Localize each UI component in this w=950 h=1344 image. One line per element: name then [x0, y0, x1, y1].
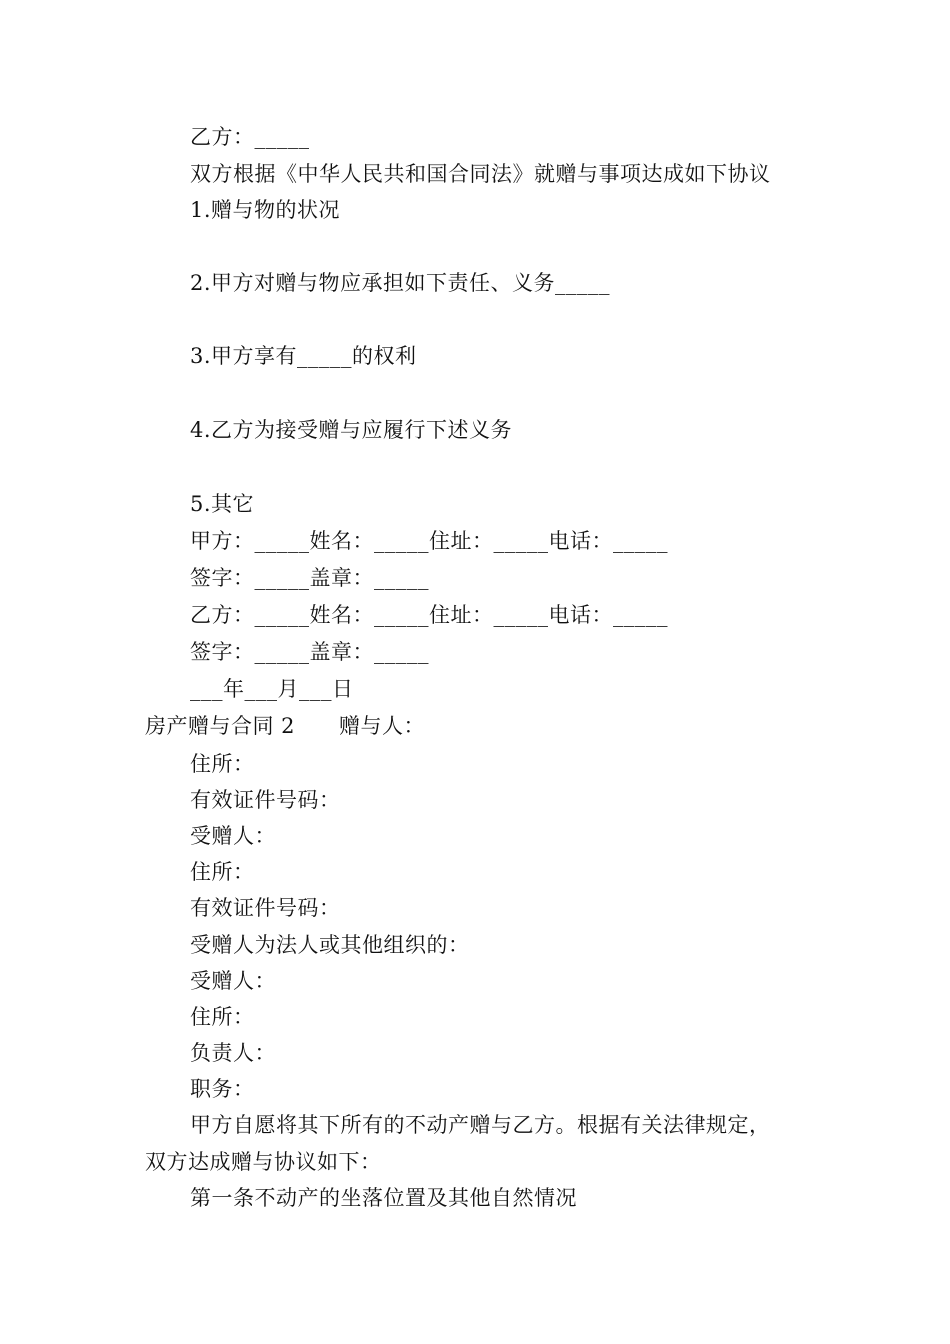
donee-id-number: 有效证件号码： [190, 896, 341, 920]
clause-2: 2.甲方对赠与物应承担如下责任、义务_____ [190, 271, 611, 295]
party-b-signature: 签字：_____盖章：_____ [190, 640, 429, 664]
party-a-info: 甲方：_____姓名：_____住址：_____电话：_____ [190, 529, 668, 553]
date-line: ___年___月___日 [190, 677, 354, 701]
donee-organization-note: 受赠人为法人或其他组织的： [190, 933, 470, 957]
org-donee-label: 受赠人： [190, 969, 276, 993]
clause-1: 1.赠与物的状况 [190, 198, 341, 222]
party-b-line: 乙方：_____ [190, 125, 310, 149]
gift-declaration: 甲方自愿将其下所有的不动产赠与乙方。根据有关法律规定， [190, 1113, 771, 1137]
contract-2-heading [145, 712, 425, 740]
gift-declaration-continued: 双方达成赠与协议如下： [145, 1150, 382, 1174]
contract-2-title: 房产赠与合同 2 [145, 714, 296, 738]
donor-id-number: 有效证件号码： [190, 788, 341, 812]
clause-4: 4.乙方为接受赠与应履行下述义务 [190, 418, 513, 442]
article-1-heading: 第一条不动产的坐落位置及其他自然情况 [190, 1186, 577, 1210]
org-position: 职务： [190, 1077, 255, 1101]
clause-5: 5.其它 [190, 492, 255, 516]
donor-label: 赠与人： [339, 714, 426, 738]
clause-3: 3.甲方享有_____的权利 [190, 344, 417, 368]
donee-address: 住所： [190, 860, 255, 884]
org-responsible-person: 负责人： [190, 1041, 276, 1065]
party-a-signature: 签字：_____盖章：_____ [190, 566, 429, 590]
donor-address: 住所： [190, 752, 255, 776]
org-donee-address: 住所： [190, 1005, 255, 1029]
donee-label: 受赠人： [190, 824, 276, 848]
agreement-intro: 双方根据《中华人民共和国合同法》就赠与事项达成如下协议 [190, 162, 771, 186]
party-b-info: 乙方：_____姓名：_____住址：_____电话：_____ [190, 603, 668, 627]
